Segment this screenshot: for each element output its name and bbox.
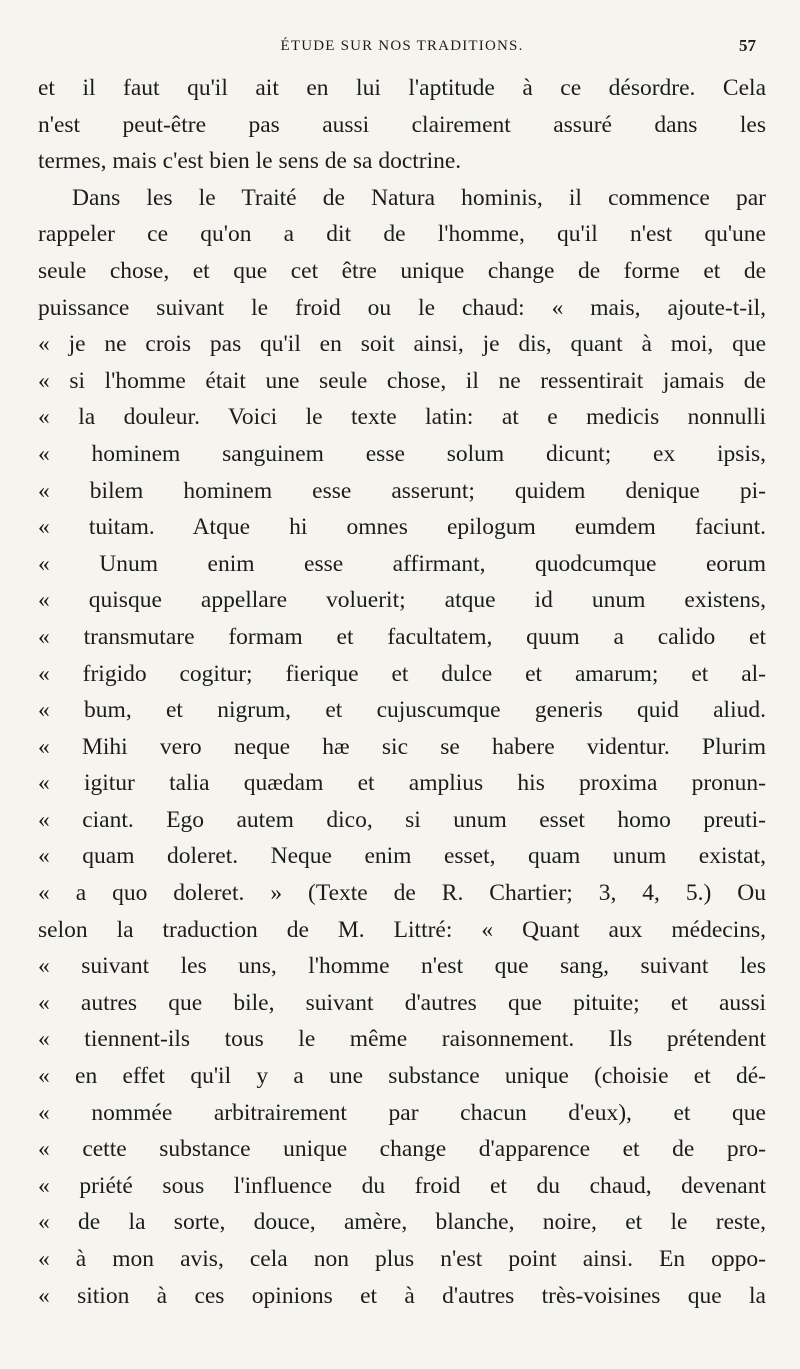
text-line: « quisque appellare voluerit; atque id unum existens, (38, 587, 766, 614)
text-line: « de la sorte, douce, amère, blanche, noire, et le reste, (38, 1209, 766, 1236)
text-line: termes, mais c'est bien le sens de sa doctrine. (38, 148, 462, 175)
text-line: « igitur talia quædam et amplius his proxima pronun- (38, 770, 766, 797)
text-line: « Unum enim esse affirmant, quodcumque eorum (38, 550, 766, 577)
text-line: « si l'homme était une seule chose, il ne ressentirait jamais de (38, 367, 766, 394)
text-line: « priété sous l'influence du froid et du chaud, devenant (38, 1172, 766, 1199)
text-line: « tuitam. Atque hi omnes epilogum eumdem faciunt. (38, 514, 766, 541)
body-text (38, 70, 766, 1314)
text-line: selon la traduction de M. Littré: « Quant aux médecins, (38, 916, 766, 943)
text-line: n'est peut-être pas aussi clairement assuré dans les (38, 111, 766, 138)
text-line: puissance suivant le froid ou le chaud: « mais, ajoute-t-il, (38, 294, 766, 321)
text-line: « sition à ces opinions et à d'autres très-voisines que la (38, 1282, 766, 1309)
text-line: « bilem hominem esse asserunt; quidem denique pi- (38, 477, 766, 504)
text-line: « transmutare formam et facultatem, quum a calido et (38, 623, 766, 650)
text-line: « suivant les uns, l'homme n'est que sang, suivant les (38, 953, 766, 980)
page-number: 57 (739, 36, 756, 55)
text-line: « nommée arbitrairement par chacun d'eux), et que (38, 1099, 766, 1126)
text-line: « a quo doleret. » (Texte de R. Chartier; 3, 4, 5.) Ou (38, 880, 766, 907)
running-title: ÉTUDE SUR NOS TRADITIONS. (280, 38, 524, 54)
text-line: « autres que bile, suivant d'autres que pituite; et aussi (38, 989, 766, 1016)
text-line: « hominem sanguinem esse solum dicunt; ex ipsis, (38, 440, 766, 467)
text-line: « Mihi vero neque hæ sic se habere videntur. Plurim (38, 733, 766, 760)
text-line: seule chose, et que cet être unique change de forme et de (38, 257, 766, 284)
text-line: « en effet qu'il y a une substance unique (choisie et dé- (38, 1063, 766, 1090)
text-line: « quam doleret. Neque enim esset, quam unum existat, (38, 843, 766, 870)
text-line: « je ne crois pas qu'il en soit ainsi, je dis, quant à moi, que (38, 331, 766, 358)
text-line: « tiennent-ils tous le même raisonnement. Ils prétendent (38, 1026, 766, 1053)
text-line: « la douleur. Voici le texte latin: at e medicis nonnulli (38, 404, 766, 431)
text-line: et il faut qu'il ait en lui l'aptitude à ce désordre. Cela (38, 75, 766, 101)
text-line: « ciant. Ego autem dico, si unum esset homo preuti- (38, 806, 766, 833)
running-head (38, 30, 766, 70)
text-line: Dans les le Traité de Natura hominis, il commence par (72, 184, 766, 211)
text-line: « frigido cogitur; fierique et dulce et amarum; et al- (38, 660, 766, 687)
text-line: « cette substance unique change d'apparence et de pro- (38, 1136, 766, 1163)
text-line: rappeler ce qu'on a dit de l'homme, qu'il n'est qu'une (38, 221, 766, 248)
text-line: « bum, et nigrum, et cujuscumque generis quid aliud. (38, 697, 766, 724)
text-line: « à mon avis, cela non plus n'est point ainsi. En oppo- (38, 1246, 766, 1272)
